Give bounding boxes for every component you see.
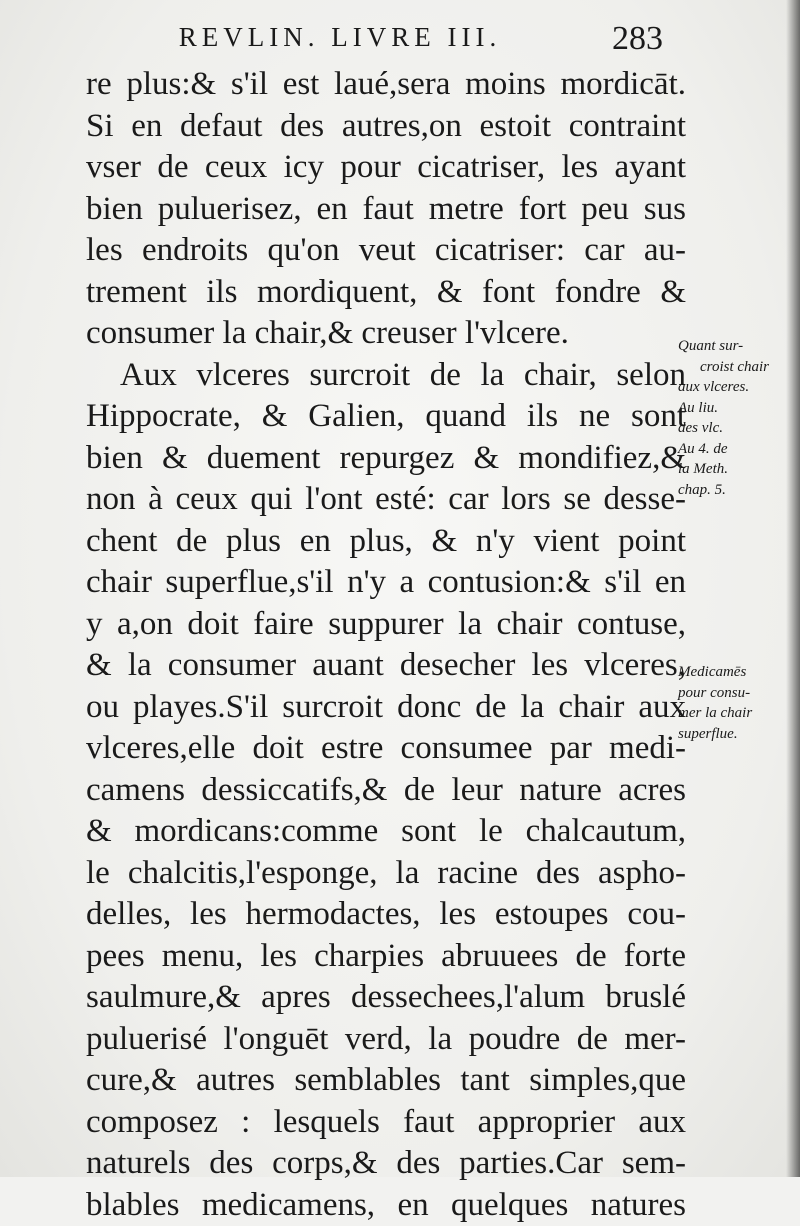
text-line: blables medicamens, en quelques natures (86, 1185, 686, 1226)
margin-note-line: Au 4. de (678, 439, 790, 460)
margin-note-line: Medicamēs (678, 662, 790, 683)
text-line: naturels des corps,& des parties.Car sem- (86, 1143, 686, 1185)
margin-note-line: mer la chair (678, 703, 790, 724)
margin-note-line: chap. 5. (678, 480, 790, 501)
text-line: trement ils mordiquent, & font fondre & (86, 272, 686, 314)
margin-note-line: aux vlceres. (678, 377, 790, 398)
text-line: Hippocrate, & Galien, quand ils ne sont (86, 396, 686, 438)
text-line: Si en defaut des autres,on estoit contraint (86, 106, 686, 148)
text-line: cure,& autres semblables tant simples,que (86, 1060, 686, 1102)
text-line: ou playes.S'il surcroit donc de la chair aux (86, 687, 686, 729)
margin-note-line: pour consu- (678, 683, 790, 704)
text-line: camens dessiccatifs,& de leur nature acres (86, 770, 686, 812)
margin-note-medicamens (678, 662, 790, 744)
margin-note-line: croist chair (678, 357, 790, 378)
text-line: vlceres,elle doit estre consumee par medi- (86, 728, 686, 770)
text-line: bien & duement repurgez & mondifiez,& (86, 438, 686, 480)
main-text-block (86, 64, 686, 1226)
margin-note-line: superflue. (678, 724, 790, 745)
text-line: non à ceux qui l'ont esté: car lors se desse- (86, 479, 686, 521)
text-line: chair superflue,s'il n'y a contusion:& s'il en (86, 562, 686, 604)
text-line: saulmure,& apres dessechees,l'alum bruslé (86, 977, 686, 1019)
text-line: pees menu, les charpies abruuees de forte (86, 936, 686, 978)
text-line: y a,on doit faire suppurer la chair contuse, (86, 604, 686, 646)
text-line: Aux vlceres surcroit de la chair, selon (86, 355, 686, 397)
text-line: delles, les hermodactes, les estoupes cou- (86, 894, 686, 936)
text-line: & mordicans:comme sont le chalcautum, (86, 811, 686, 853)
margin-note-line: Quant sur- (678, 336, 790, 357)
binding-shadow (786, 0, 800, 1177)
text-line: consumer la chair,& creuser l'vlcere. (86, 313, 686, 355)
text-line: puluerisé l'onguēt verd, la poudre de mer- (86, 1019, 686, 1061)
text-line: re plus:& s'il est laué,sera moins mordicāt. (86, 64, 686, 106)
running-head: REVLIN. LIVRE III. (150, 22, 530, 53)
margin-note-line: des vlc. (678, 418, 790, 439)
text-line: composez : lesquels faut approprier aux (86, 1102, 686, 1144)
text-line: bien puluerisez, en faut metre fort peu sus (86, 189, 686, 231)
text-line: vser de ceux icy pour cicatriser, les ayant (86, 147, 686, 189)
text-line: les endroits qu'on veut cicatriser: car au- (86, 230, 686, 272)
margin-note-surcroist (678, 336, 790, 500)
text-line: le chalcitis,l'esponge, la racine des aspho- (86, 853, 686, 895)
margin-note-line: la Meth. (678, 459, 790, 480)
text-line: & la consumer auant desecher les vlceres, (86, 645, 686, 687)
margin-note-line: Au liu. (678, 398, 790, 419)
page-number: 283 (612, 20, 663, 58)
text-line: chent de plus en plus, & n'y vient point (86, 521, 686, 563)
